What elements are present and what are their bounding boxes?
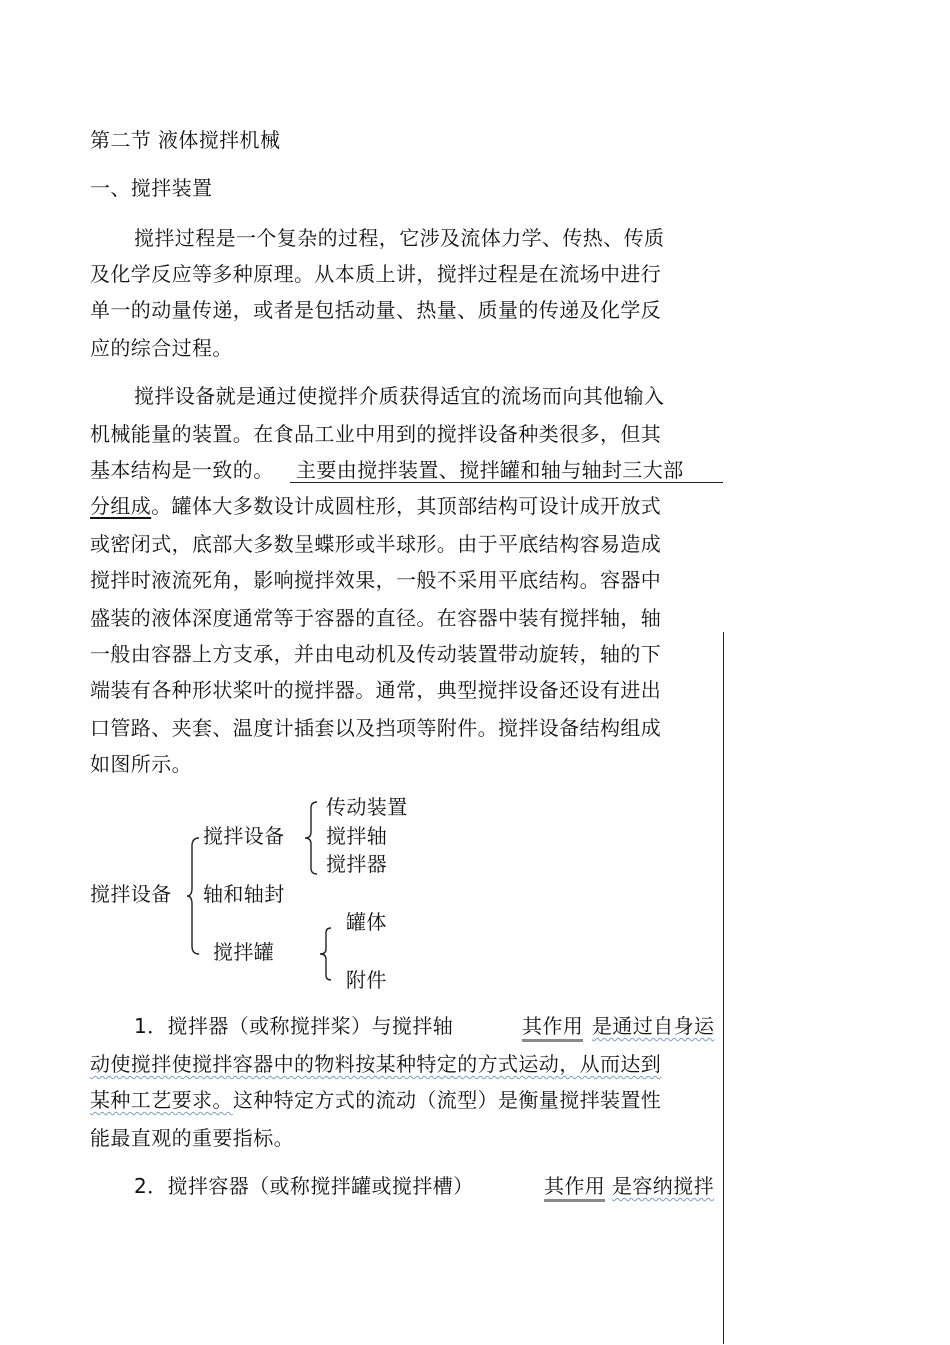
- tree-leaf-tank-body: 罐体: [346, 910, 387, 934]
- tree-branch-2: 轴和轴封: [203, 882, 285, 906]
- item1-line-3-text: 这种特定方式的流动（流型）是衡量搅拌装置性: [232, 1088, 662, 1112]
- margin-rule: [723, 632, 724, 1344]
- p1-line-1: 搅拌过程是一个复杂的过程，它涉及流体力学、传热、传质: [134, 226, 665, 250]
- p1-line-4: 应的综合过程。: [90, 336, 233, 360]
- item1-tail: [592, 1014, 714, 1038]
- p2-line-3-text: 基本结构是一致的。: [90, 458, 274, 482]
- item2-tail: [612, 1174, 714, 1198]
- tree-branch-3-brace: [318, 926, 332, 982]
- item2-keyword: [544, 1174, 605, 1198]
- p2-line-7: 盛装的液体深度通常等于容器的直径。在容器中装有搅拌轴，轴: [90, 606, 662, 630]
- p2-line-4: [90, 494, 661, 518]
- item2-heading: 2．搅拌容器（或称搅拌罐或搅拌槽）: [134, 1174, 474, 1198]
- p2-line-10: 口管路、夹套、温度计插套以及挡项等附件。搅拌设备结构组成: [90, 716, 662, 740]
- tree-leaf-agitator: 搅拌器: [326, 852, 388, 876]
- p2-line-3: [90, 458, 274, 482]
- tree-root-brace: [186, 836, 200, 956]
- tree-leaf-shaft: 搅拌轴: [326, 824, 388, 848]
- underline-rule: [290, 482, 723, 483]
- p1-line-2: 及化学反应等多种原理。从本质上讲，搅拌过程是在流场中进行: [90, 262, 662, 286]
- item2-keyword-text: 其作用: [544, 1174, 605, 1202]
- item1-line-2-text: 动使搅拌使搅拌容器中的物料按某种特定的方式运动，从而达到: [90, 1052, 662, 1076]
- p2-line-2: 机械能量的装置。在食品工业中用到的搅拌设备种类很多，但其: [90, 422, 662, 446]
- p2-line-4-text: 。罐体大多数设计成圆柱形，其顶部结构可设计成开放式: [151, 494, 662, 518]
- p2-line-5: 或密闭式，底部大多数呈蝶形或半球形。由于平底结构容易造成: [90, 532, 662, 556]
- p2-line-11: 如图所示。: [90, 752, 192, 776]
- item1-tail-text: 是通过自身运: [592, 1014, 715, 1038]
- item1-line-4: 能最直观的重要指标。: [90, 1126, 294, 1150]
- tree-root: 搅拌设备: [90, 882, 172, 906]
- tree-branch-1: 搅拌设备: [203, 824, 285, 848]
- p2-line-9: 端装有各种形状桨叶的搅拌器。通常，典型搅拌设备还设有进出: [90, 678, 662, 702]
- item1-line-3-marked: 某种工艺要求。: [90, 1088, 233, 1112]
- item1-keyword: [522, 1014, 583, 1038]
- item2-tail-text: 是容纳搅拌: [612, 1174, 714, 1198]
- item1-line-2: [90, 1052, 661, 1076]
- p1-line-3: 单一的动量传递，或者是包括动量、热量、质量的传递及化学反: [90, 298, 662, 322]
- p2-line-1: 搅拌设备就是通过使搅拌介质获得适宜的流场而向其他输入: [134, 384, 665, 408]
- tree-branch-3: 搅拌罐: [213, 940, 275, 964]
- p2-line-6: 搅拌时液流死角，影响搅拌效果，一般不采用平底结构。容器中: [90, 568, 662, 592]
- p2-underlined-phrase-b: 分组成: [90, 494, 152, 518]
- item1-line-3: [90, 1088, 661, 1112]
- p2-underlined-phrase-a: 主要由搅拌装置、搅拌罐和轴与轴封三大部: [296, 458, 684, 482]
- p2-line-8: 一般由容器上方支承，并由电动机及传动装置带动旋转，轴的下: [90, 642, 662, 666]
- tree-leaf-drive: 传动装置: [326, 795, 408, 819]
- subsection-title: 一、搅拌装置: [90, 176, 213, 200]
- item1-heading: 1．搅拌器（或称搅拌桨）与搅拌轴: [134, 1014, 454, 1038]
- tree-branch-1-brace: [304, 800, 318, 876]
- tree-leaf-accessories: 附件: [346, 968, 387, 992]
- item1-keyword-text: 其作用: [522, 1014, 583, 1042]
- section-title: 第二节 液体搅拌机械: [90, 128, 281, 152]
